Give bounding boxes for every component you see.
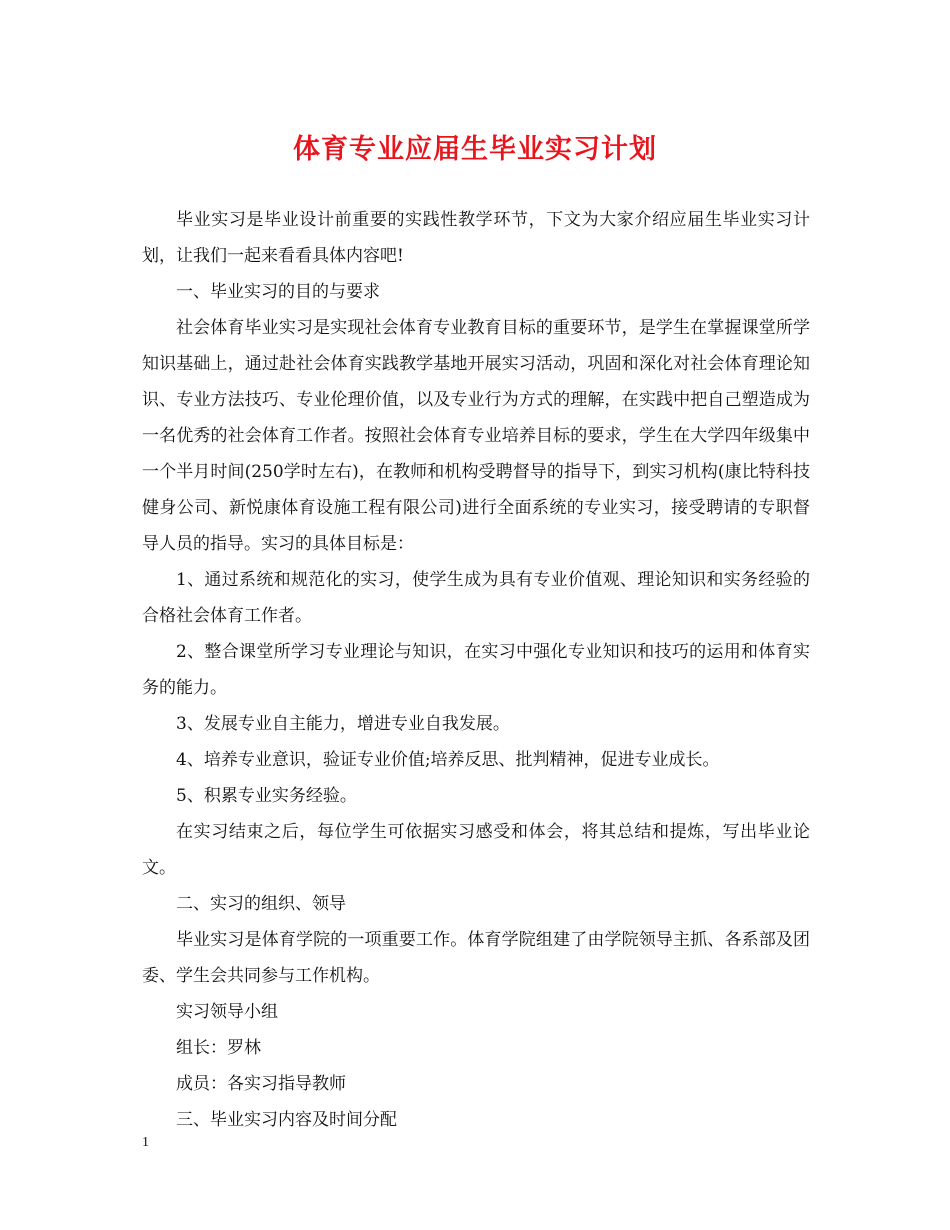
- list-item-goal-5: 5、积累专业实务经验。: [176, 786, 357, 806]
- paragraph-purpose: 社会体育毕业实习是实现社会体育专业教育目标的重要环节，是学生在掌握课堂所学知识基础上，通过赴社会体育实践教学基地开展实习活动，巩固和深化对社会体育理论知识、专业方法技巧、专业伦理价值，以及专业行为方式的理解，在实践中把自己塑造成为一名优秀的社会体育工作者。按照社会体育专业培养目标的要求，学生在大学四年级集中一个半月时间(250学时左右)，在教师和机构受聘督导的指导下，到实习机构(康比特科技健身公司、新悦康体育设施工程有限公司)进行全面系统的专业实习，接受聘请的专职督导人员的指导。实习的具体目标是：: [142, 318, 810, 554]
- document-title: 体育专业应届生毕业实习计划: [293, 134, 657, 165]
- paragraph-organization: 毕业实习是体育学院的一项重要工作。体育学院组建了由学院领导主抓、各系部及团委、学生会共同参与工作机构。: [142, 930, 810, 986]
- page-number: 1: [142, 1135, 149, 1150]
- list-item-goal-2: 2、整合课堂所学习专业理论与知识，在实习中强化专业知识和技巧的运用和体育实务的能力。: [142, 642, 810, 698]
- section-heading-purpose: 一、毕业实习的目的与要求: [176, 282, 380, 302]
- document-body: [142, 202, 810, 1138]
- group-leader: 组长：罗林: [176, 1038, 261, 1058]
- paragraph-intro: 毕业实习是毕业设计前重要的实践性教学环节，下文为大家介绍应届生毕业实习计划，让我们一起来看看具体内容吧!: [142, 210, 810, 266]
- section-heading-content: 三、毕业实习内容及时间分配: [176, 1110, 397, 1130]
- list-item-goal-4: 4、培养专业意识，验证专业价值;培养反思、批判精神，促进专业成长。: [176, 750, 720, 770]
- list-item-goal-3: 3、发展专业自主能力，增进专业自我发展。: [176, 714, 510, 734]
- list-item-goal-1: 1、通过系统和规范化的实习，使学生成为具有专业价值观、理论知识和实务经验的合格社会体育工作者。: [142, 570, 810, 626]
- section-heading-organization: 二、实习的组织、领导: [176, 894, 346, 914]
- paragraph-thesis: 在实习结束之后，每位学生可依据实习感受和体会，将其总结和提炼，写出毕业论文。: [142, 822, 810, 878]
- group-members: 成员：各实习指导教师: [176, 1074, 346, 1094]
- group-heading: 实习领导小组: [176, 1002, 278, 1022]
